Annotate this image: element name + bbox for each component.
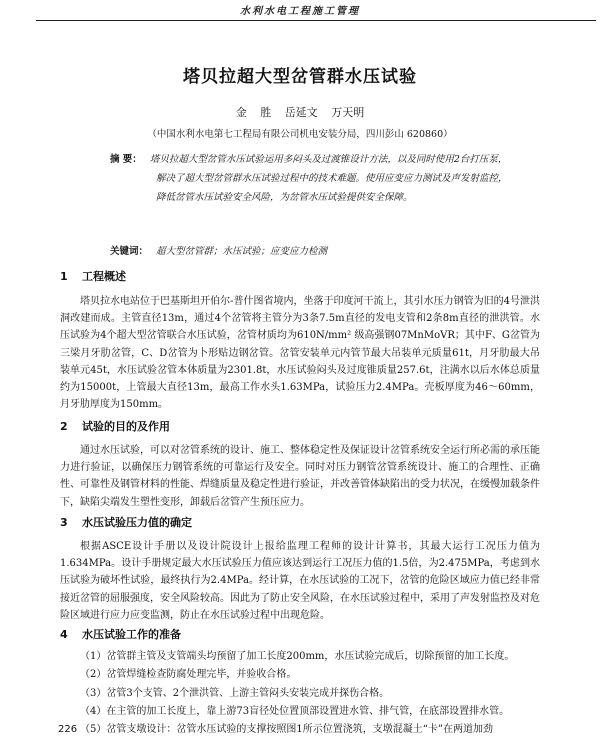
list-item: （2）岔管焊缝检查防腐处理完毕，并验收合格。: [80, 669, 297, 681]
section-2-paragraph: 通过水压试验，可以对岔管系统的设计、施工、整体稳定性及保证设计岔管系统安全运行所必需的承压能力进行验证，以确保压力钢管系统的可靠运行及安全。同时对压力钢管岔管系统设计、施工的合理性、正确性、可靠性及钢管材料的性能、焊缝质量及稳定性进行验证，并改善管体缺陷出的受力状况，在缓慢加载条件下，缺陷尖端发生塑性变形，卸载后岔管产生预压应力。: [60, 445, 540, 508]
section-heading-4: [60, 626, 540, 642]
section-heading-2: [60, 418, 540, 434]
section-title: 水压试验压力值的确定: [82, 516, 192, 529]
affiliation: （中国水利水电第七工程局有限公司机电安装分局，四川彭山 620860）: [147, 129, 453, 140]
list-item: （1）岔管群主管及支管端头均预留了加工长度200mm，水压试验完成后，切除预留的加工长度。: [80, 651, 515, 662]
section-1-paragraph: 塔贝拉水电站位于巴基斯坦开伯尔-普什图省境内，坐落于印度河干流上，其引水压力钢管为旧的4号泄洪洞改建而成。主管直径13m，通过4个岔管将主管分为3条7.5m直径的发电支管和2条8m直径的泄洪管。水压试验为4个超大型岔管联合水压试验，岔管材质均为610N/mm² 级高强钢07MnMoVR；其中F、G岔管为三梁月牙肋岔管，C、D岔管为卜形贴边钢岔管。岔管安装单元内管节最大吊装单元质量61t，月牙肋最大吊装单元45t，水压试验岔管本体质量为2301.8t，水压试验闷头及过度锥质量257.6t，注满水以后水体总质量约为15000t，上管最大直径13m，最高工作水头1.63MPa，试验压力2.4MPa。壳板厚度为46～60mm，月牙肋厚度为150mm。: [60, 296, 540, 411]
section-heading-3: [60, 514, 540, 530]
header-rule: [36, 20, 596, 21]
section-title: 工程概述: [82, 270, 126, 283]
section-number: 4: [60, 628, 68, 641]
preparation-list: [60, 648, 540, 739]
section-heading-1: [60, 268, 540, 284]
keywords-text: 超大型岔管群；水压试验；应变应力检测: [156, 246, 328, 257]
list-item: （3）岔管3个支管、2个泄洪管、上游主管闷头安装完成并探伤合格。: [80, 687, 390, 699]
keywords: [110, 243, 510, 257]
section-3-paragraph: 根据ASCE设计手册以及设计院设计上报给监理工程师的设计计算书，其最大运行工况压力值为1.634MPa。设计手册规定最大水压试验压力值应该达到运行工况压力值的1.5倍，为2.475MPa，考虑到水压试验为破坏性试验，最终执行为2.4MPa。经计算，在水压试验的工况下，岔管的危险区域应力值已经非常接近岔管的屈服强度，安全风险较高。因此为了防止安全风险，在水压试验过程中，采用了声发射监控及对危险区域进行应力应变监测，防止在水压试验过程中出现危险。: [60, 541, 540, 621]
section-number: 3: [60, 516, 68, 529]
abstract: [110, 150, 510, 207]
keywords-label: 关键词：: [110, 246, 149, 257]
abstract-label: 摘 要：: [110, 154, 142, 165]
page-number: 226: [58, 724, 78, 735]
authors: 金 胜 岳延文 万天明: [235, 106, 365, 119]
abstract-text: 塔贝拉超大型岔管水压试验运用多闷头及过渡锥设计方法，以及同时使用2台打压泵，解决了超大型岔管群水压试验过程中的技术难题。使用应变应力测试及声发射监控，降低岔管水压试验安全风险，为岔管水压试验提供安全保障。: [149, 154, 508, 203]
list-item: （4）在主管的加工长度上，靠上游73盲径处位置顶部设置进水管、排气管，在底部设置排水管。: [80, 705, 510, 717]
section-title: 水压试验工作的准备: [82, 628, 181, 641]
section-number: 1: [60, 270, 68, 283]
section-title: 试验的目的及作用: [82, 420, 170, 433]
section-number: 2: [60, 420, 68, 433]
list-item: （5）岔管支墩设计：岔管水压试验的支撑按照图1所示位置浇筑，支墩混凝土“卡”在两道加劲: [80, 724, 493, 736]
journal-running-header: 水利水电工程施工管理: [240, 6, 360, 17]
paper-title: 塔贝拉超大型岔管群水压试验: [183, 67, 417, 87]
